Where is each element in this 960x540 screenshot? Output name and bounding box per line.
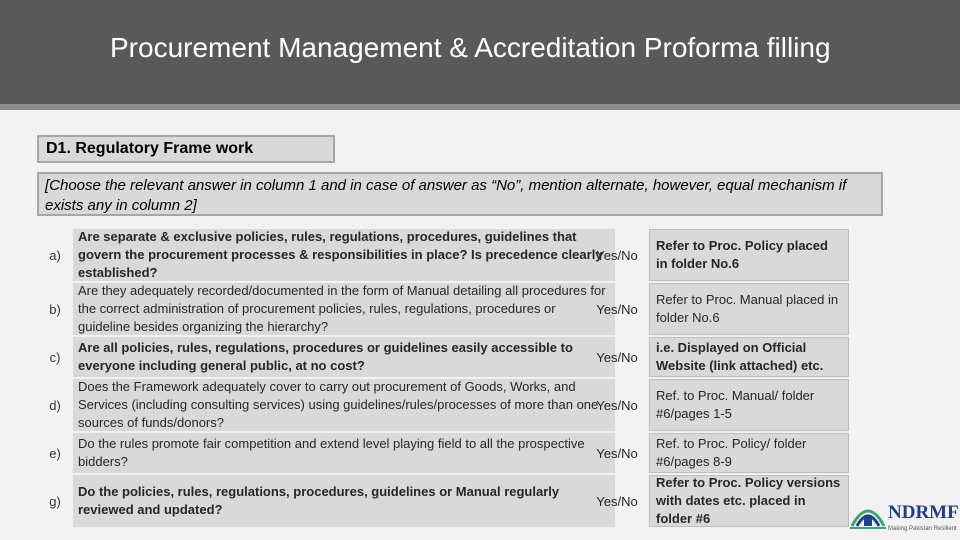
section-title: D1. Regulatory Frame work	[37, 135, 335, 163]
question-table	[37, 228, 849, 528]
answer-cell: Yes/No	[596, 301, 638, 317]
answer-cell: Yes/No	[596, 247, 638, 263]
reference-cell: Ref. to Proc. Policy/ folder #6/pages 8-9	[649, 433, 849, 473]
reference-cell: Ref. to Proc. Manual/ folder #6/pages 1-5	[649, 379, 849, 431]
row-letter: a)	[49, 247, 61, 263]
question-cell: Does the Framework adequately cover to carry out procurement of Goods, Works, and Services (including consulting services) using guidelines/rules/processes of more than one sources of funds/donors?	[73, 379, 615, 431]
logo-emblem-icon	[850, 500, 886, 532]
reference-cell: i.e. Displayed on Official Website (link attached) etc.	[649, 337, 849, 377]
table-row	[37, 474, 849, 528]
reference-cell: Refer to Proc. Policy versions with dates etc. placed in folder #6	[649, 475, 849, 527]
question-cell: Are they adequately recorded/documented in the form of Manual detailing all procedures for the correct administration of procurement policies, rules, regulations, procedures or guideline besides organizing the hierarchy?	[73, 283, 615, 335]
page-title: Procurement Management & Accreditation Proforma filling	[110, 32, 831, 63]
table-row	[37, 432, 849, 474]
reference-cell: Refer to Proc. Policy placed in folder No.6	[649, 229, 849, 281]
instruction-box: [Choose the relevant answer in column 1 and in case of answer as “No”, mention alternate, however, equal mechanism if exists any in column 2]	[37, 172, 883, 216]
reference-cell: Refer to Proc. Manual placed in folder No.6	[649, 283, 849, 335]
table-row	[37, 378, 849, 432]
logo-tagline: Making Pakistan Resilient	[888, 526, 957, 532]
answer-cell: Yes/No	[596, 349, 638, 365]
header-divider	[0, 104, 960, 110]
table-row	[37, 228, 849, 282]
answer-cell: Yes/No	[596, 445, 638, 461]
question-cell: Do the rules promote fair competition and extend level playing field to all the prospective bidders?	[73, 433, 615, 473]
row-letter: d)	[49, 397, 61, 413]
answer-cell: Yes/No	[596, 397, 638, 413]
table-row	[37, 336, 849, 378]
row-letter: b)	[49, 301, 61, 317]
question-cell: Are separate & exclusive policies, rules, regulations, procedures, guidelines that govern the procurement processes & responsibilities in place? Is precedence clearly established?	[73, 229, 615, 281]
answer-cell: Yes/No	[596, 493, 638, 509]
row-letter: c)	[49, 349, 61, 365]
table-row	[37, 282, 849, 336]
ndrmf-logo	[850, 496, 960, 540]
row-letter: e)	[49, 445, 61, 461]
logo-wordmark: NDRMF	[888, 502, 959, 523]
question-cell: Do the policies, rules, regulations, procedures, guidelines or Manual regularly reviewed and updated?	[73, 475, 615, 527]
row-letter: g)	[49, 493, 61, 509]
question-cell: Are all policies, rules, regulations, procedures or guidelines easily accessible to everyone including general public, at no cost?	[73, 337, 615, 377]
